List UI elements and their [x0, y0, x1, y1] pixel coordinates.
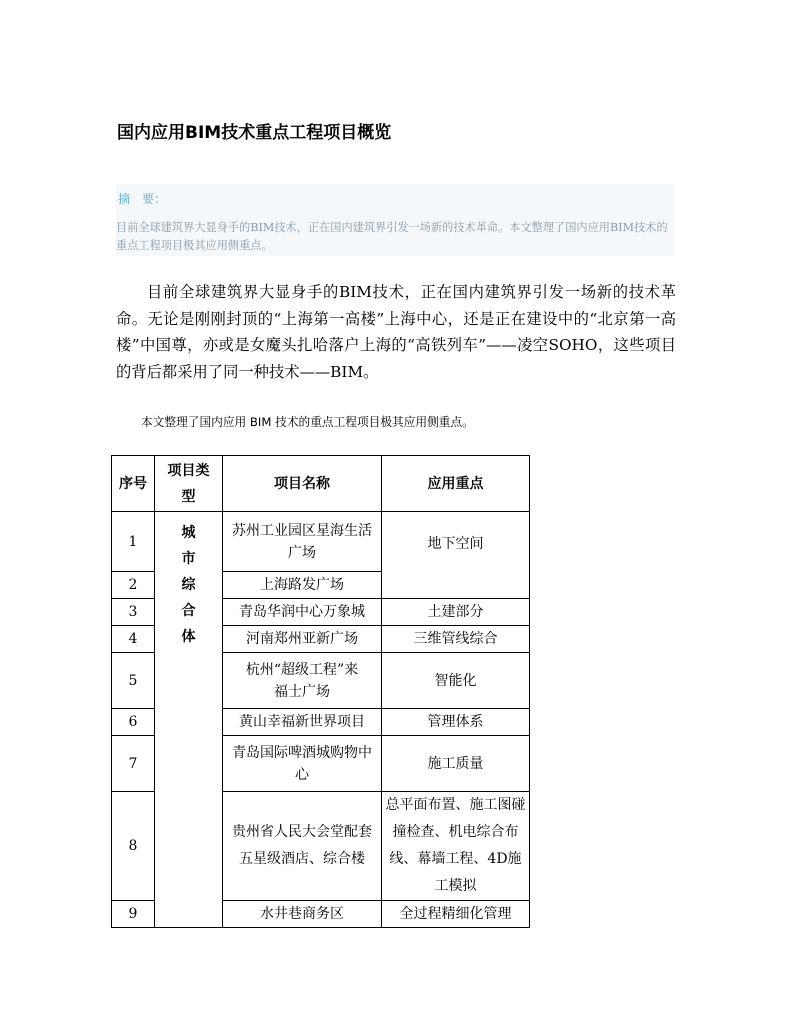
row-focus: 土建部分 — [382, 599, 530, 626]
category-text: 城市综合体 — [181, 525, 196, 645]
row-focus: 管理体系 — [382, 709, 530, 736]
row-name-text: 苏州工业园区星海生活广场 — [232, 522, 372, 561]
abstract-box — [116, 184, 674, 256]
row-name — [223, 792, 382, 901]
row-focus: 全过程精细化管理 — [382, 901, 530, 928]
intro-paragraph: 目前全球建筑界大显身手的BIM技术，正在国内建筑界引发一场新的技术革命。无论是刚刚封顶的“上海第一高楼”上海中心，还是正在建设中的“北京第一高楼”中国尊，亦或是女魔头扎哈落户上海的“高铁列车”——凌空SOHO，这些项目的背后都采用了同一种技术——BIM。 — [116, 283, 676, 382]
row-no: 2 — [112, 572, 155, 599]
row-name: 水井巷商务区 — [223, 901, 382, 928]
row-no: 4 — [112, 626, 155, 653]
row-name: 河南郑州亚新广场 — [223, 626, 382, 653]
row-name: 上海路发广场 — [223, 572, 382, 599]
row-no: 9 — [112, 901, 155, 928]
row-name: 黄山幸福新世界项目 — [223, 709, 382, 736]
projects-table — [111, 455, 530, 928]
table-header-row — [112, 456, 530, 512]
row-no: 3 — [112, 599, 155, 626]
header-type-text: 项目类型 — [167, 462, 210, 505]
row-name: 青岛华润中心万象城 — [223, 599, 382, 626]
row-no: 1 — [112, 512, 155, 572]
row-name — [223, 653, 382, 709]
header-name: 项目名称 — [223, 456, 382, 512]
row-focus-text: 总平面布置、施工图碰撞检查、机电综合布线、幕墙工程、4D施工模拟 — [385, 797, 526, 894]
header-type — [155, 456, 223, 512]
row-name — [223, 736, 382, 792]
row-no: 7 — [112, 736, 155, 792]
row-name-text: 青岛国际啤酒城购物中心 — [232, 744, 372, 783]
row-no: 5 — [112, 653, 155, 709]
category-cell — [155, 512, 223, 928]
row-focus: 地下空间 — [382, 512, 530, 599]
row-no: 6 — [112, 709, 155, 736]
header-focus: 应用重点 — [382, 456, 530, 512]
header-no: 序号 — [112, 456, 155, 512]
table-caption: 本文整理了国内应用 BIM 技术的重点工程项目极其应用侧重点。 — [141, 415, 474, 429]
table-row — [112, 512, 530, 572]
row-focus: 智能化 — [382, 653, 530, 709]
row-focus: 三维管线综合 — [382, 626, 530, 653]
row-no: 8 — [112, 792, 155, 901]
page-title: 国内应用BIM技术重点工程项目概览 — [117, 123, 392, 143]
row-focus — [382, 792, 530, 901]
abstract-label: 摘 要： — [118, 192, 167, 206]
row-name — [223, 512, 382, 572]
abstract-text: 目前全球建筑界大显身手的BIM技术，正在国内建筑界引发一场新的技术革命。本文整理了国内应用BIM技术的重点工程项目极其应用侧重点。 — [116, 221, 668, 252]
row-name-text: 贵州省人民大会堂配套五星级酒店、综合楼 — [232, 824, 372, 867]
row-name-text: 杭州“超级工程”来福士广场 — [245, 661, 359, 700]
row-focus: 施工质量 — [382, 736, 530, 792]
